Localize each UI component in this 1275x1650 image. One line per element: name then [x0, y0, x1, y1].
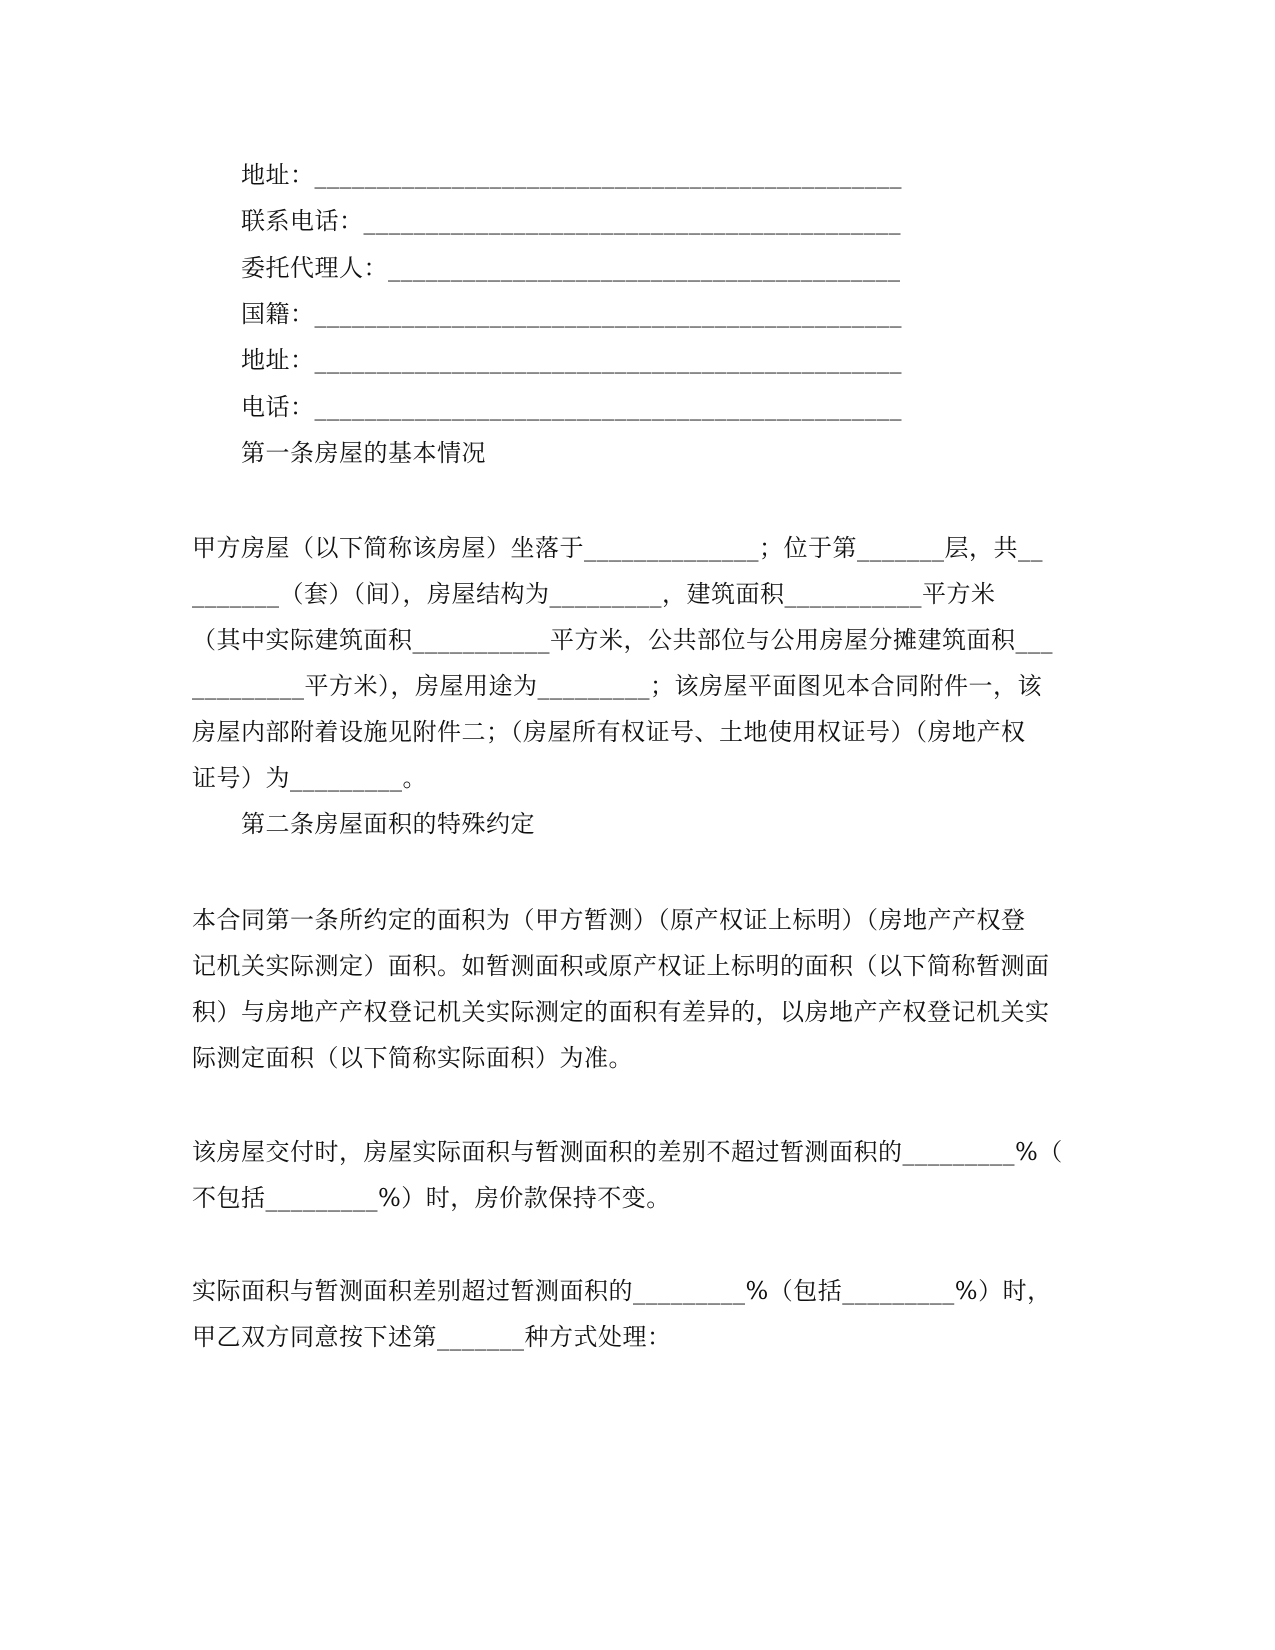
article2-para2-line-1: 该房屋交付时，房屋实际面积与暂测面积的差别不超过暂测面积的_________%（ — [192, 1138, 1063, 1166]
nationality-field: 国籍：_______________________________________________ — [241, 300, 902, 328]
article1-line-2: _______（套）（间），房屋结构为_________，建筑面积___________平方米 — [192, 580, 996, 608]
article1-line-3: （其中实际建筑面积___________平方米，公共部位与公用房屋分摊建筑面积___ — [192, 626, 1053, 654]
address-field-1: 地址：_______________________________________________ — [241, 161, 902, 189]
article2-para1-line-3: 积）与房地产产权登记机关实际测定的面积有差异的，以房地产产权登记机关实 — [192, 998, 1050, 1026]
article1-heading: 第一条房屋的基本情况 — [241, 439, 486, 467]
phone-field-1: 联系电话：___________________________________________ — [241, 207, 901, 235]
article2-para3-line-2: 甲乙双方同意按下述第_______种方式处理： — [192, 1323, 672, 1351]
article2-para1-line-4: 际测定面积（以下简称实际面积）为准。 — [192, 1044, 633, 1072]
article2-para1-line-2: 记机关实际测定）面积。如暂测面积或原产权证上标明的面积（以下简称暂测面 — [192, 952, 1050, 980]
article1-line-1: 甲方房屋（以下简称该房屋）坐落于______________；位于第_______层，共__ — [192, 534, 1043, 562]
phone-field-2: 电话：_______________________________________________ — [241, 393, 902, 421]
agent-field: 委托代理人：_________________________________________ — [241, 254, 901, 282]
article1-line-4: _________平方米），房屋用途为_________；该房屋平面图见本合同附件一，该 — [192, 672, 1042, 700]
article2-para2-line-2: 不包括_________%）时，房价款保持不变。 — [192, 1184, 671, 1212]
address-field-2: 地址：_______________________________________________ — [241, 346, 902, 374]
article1-line-6: 证号）为_________。 — [192, 764, 427, 792]
article2-para3-line-1: 实际面积与暂测面积差别超过暂测面积的_________%（包括_________%）时， — [192, 1277, 1052, 1305]
article2-heading: 第二条房屋面积的特殊约定 — [241, 810, 535, 838]
article1-line-5: 房屋内部附着设施见附件二；（房屋所有权证号、土地使用权证号）（房地产权 — [192, 718, 1026, 746]
article2-para1-line-1: 本合同第一条所约定的面积为（甲方暂测）（原产权证上标明）（房地产产权登 — [192, 906, 1026, 934]
